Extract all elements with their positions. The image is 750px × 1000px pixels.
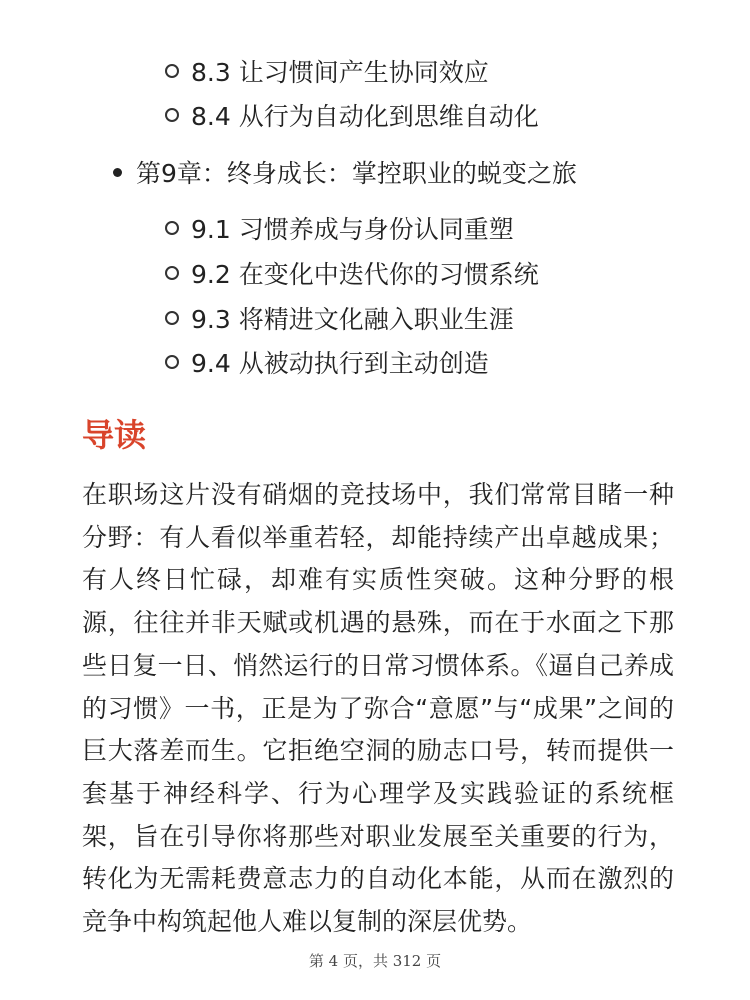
toc-item-label: 9.2 在变化中迭代你的习惯系统 [191, 260, 539, 289]
hollow-circle-bullet-icon [165, 311, 179, 325]
toc-item-9-1 [165, 208, 514, 248]
filled-dot-bullet-icon [113, 168, 122, 177]
toc-item-9-4 [165, 342, 489, 382]
section-heading: 导读 [82, 416, 147, 454]
hollow-circle-bullet-icon [165, 108, 179, 122]
page-number-footer: 第 4 页，共 312 页 [308, 952, 442, 970]
toc-item-9-3 [165, 298, 514, 338]
toc-item-label: 8.4 从行为自动化到思维自动化 [191, 102, 539, 131]
toc-chapter-label: 第9章：终身成长：掌控职业的蜕变之旅 [136, 159, 577, 188]
hollow-circle-bullet-icon [165, 221, 179, 235]
toc-item-8-3 [165, 51, 489, 91]
toc-item-9-2 [165, 253, 539, 293]
toc-item-label: 9.4 从被动执行到主动创造 [191, 349, 489, 378]
toc-item-label: 8.3 让习惯间产生协同效应 [191, 58, 489, 87]
toc-chapter-9 [113, 152, 577, 192]
hollow-circle-bullet-icon [165, 355, 179, 369]
toc-item-label: 9.3 将精进文化融入职业生涯 [191, 305, 514, 334]
toc-item-label: 9.1 习惯养成与身份认同重塑 [191, 215, 514, 244]
intro-paragraph: 在职场这片没有硝烟的竞技场中，我们常常目睹一种分野：有人看似举重若轻，却能持续产出卓越成果；有人终日忙碌，却难有实质性突破。这种分野的根源，往往并非天赋或机遇的悬殊，而在于水面之下那些日复一日、悄然运行的日常习惯体系。《逼自己养成的习惯》一书，正是为了弥合“意愿”与“成果”之间的巨大落差而生。它拒绝空洞的励志口号，转而提供一套基于神经科学、行为心理学及实践验证的系统框架，旨在引导你将那些对职业发展至关重要的行为，转化为无需耗费意志力的自动化本能，从而在激烈的竞争中构筑起他人难以复制的深层优势。 [82, 480, 674, 937]
toc-item-8-4 [165, 95, 539, 135]
hollow-circle-bullet-icon [165, 64, 179, 78]
hollow-circle-bullet-icon [165, 266, 179, 280]
